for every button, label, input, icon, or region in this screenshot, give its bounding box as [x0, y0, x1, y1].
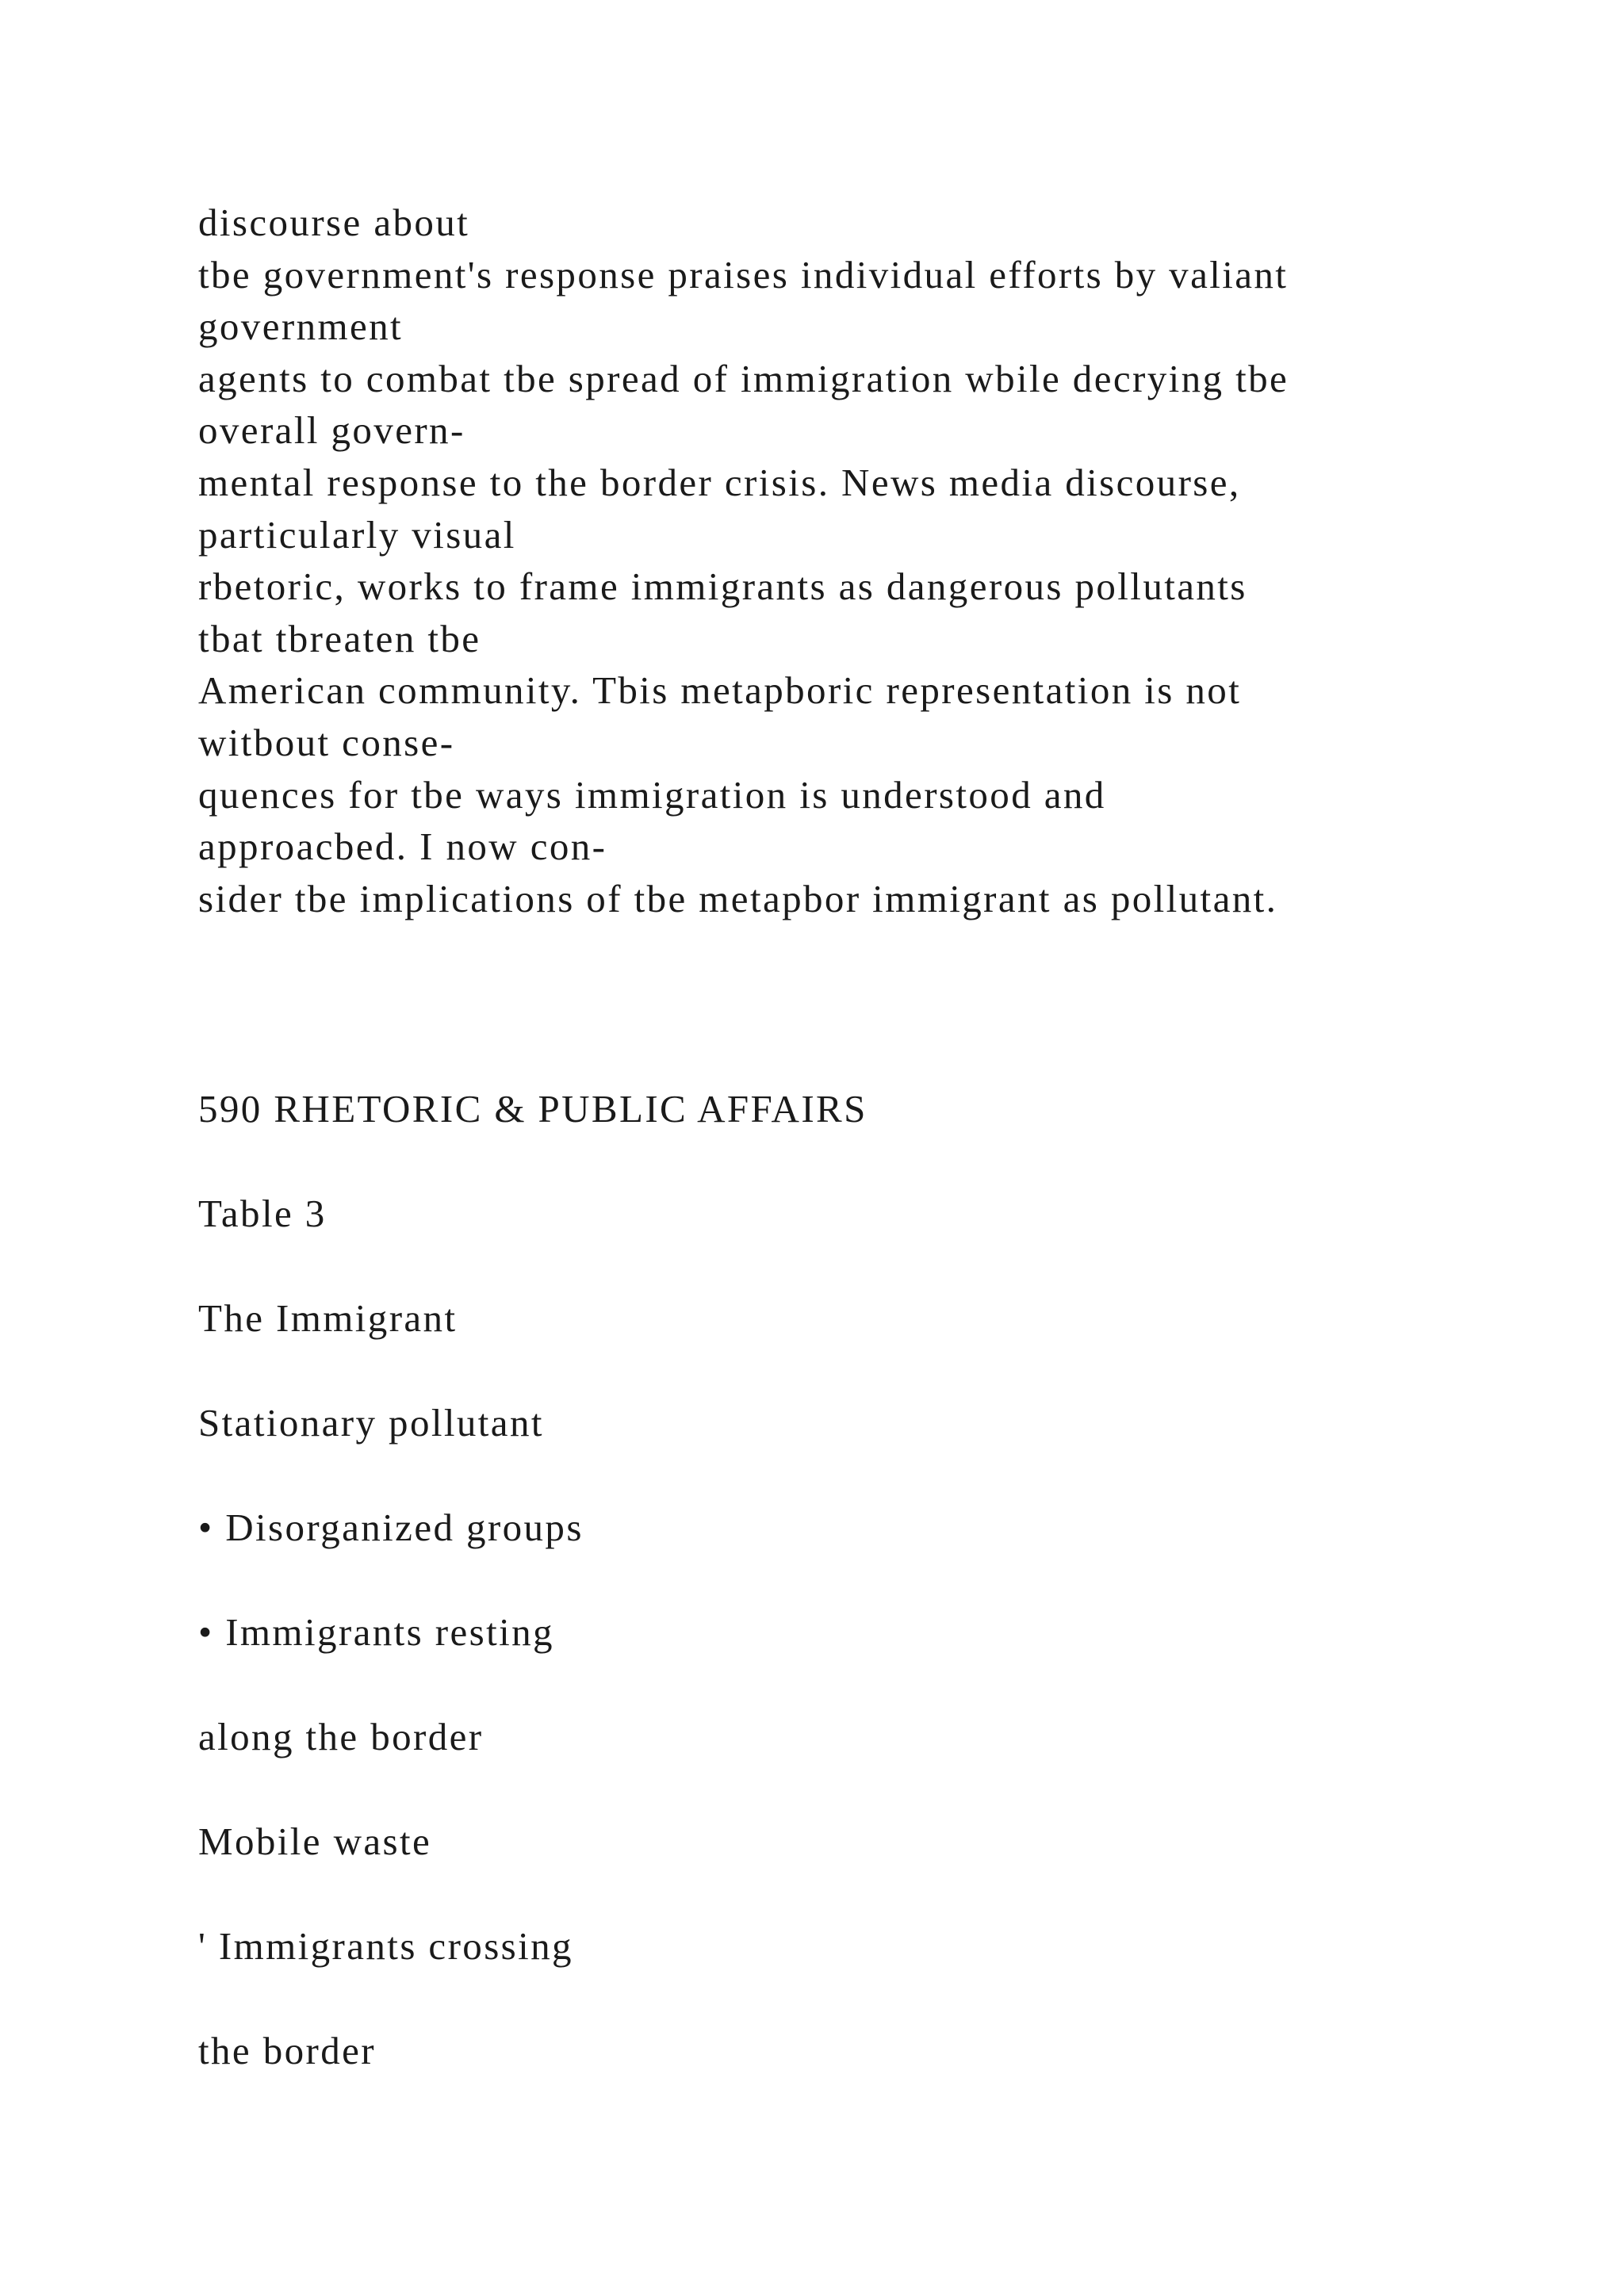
paragraph-line: rbetoric, works to frame immigrants as dangerous pollutants [198, 564, 1247, 609]
paragraph-line: tbat tbreaten tbe [198, 616, 481, 660]
table-label: Table 3 [198, 1192, 327, 1235]
table-entry: along the border [198, 1715, 484, 1758]
table-heading: The Immigrant [198, 1296, 458, 1340]
table-entry: • Disorganized groups [198, 1506, 584, 1549]
paragraph-line: agents to combat tbe spread of immigration wbile decrying tbe [198, 356, 1289, 400]
table-entry: the border [198, 2029, 376, 2072]
paragraph-line: quences for tbe ways immigration is understood and [198, 772, 1106, 817]
running-header: 590 RHETORIC & PUBLIC AFFAIRS [198, 1087, 868, 1131]
table-entry: ' Immigrants crossing [198, 1924, 573, 1968]
paragraph-line: witbout conse- [198, 720, 455, 764]
paragraph-line: mental response to the border crisis. News media discourse, [198, 460, 1241, 504]
paragraph-line: American community. Tbis metapboric representation is not [198, 668, 1242, 713]
paragraph-line: approacbed. I now con- [198, 825, 607, 869]
body-paragraph [198, 197, 1546, 924]
paragraph-line: tbe government's response praises individual efforts by valiant [198, 252, 1289, 297]
table-entry: Stationary pollutant [198, 1401, 544, 1445]
paragraph-line: particularly visual [198, 512, 516, 557]
paragraph-line: government [198, 304, 404, 349]
paragraph-line: overall govern- [198, 408, 465, 453]
paragraph-line: discourse about [198, 201, 470, 244]
paragraph-line: sider tbe implications of tbe metapbor immigrant as pollutant. [198, 876, 1278, 920]
table-entry: • Immigrants resting [198, 1610, 554, 1654]
table-entry: Mobile waste [198, 1820, 432, 1863]
